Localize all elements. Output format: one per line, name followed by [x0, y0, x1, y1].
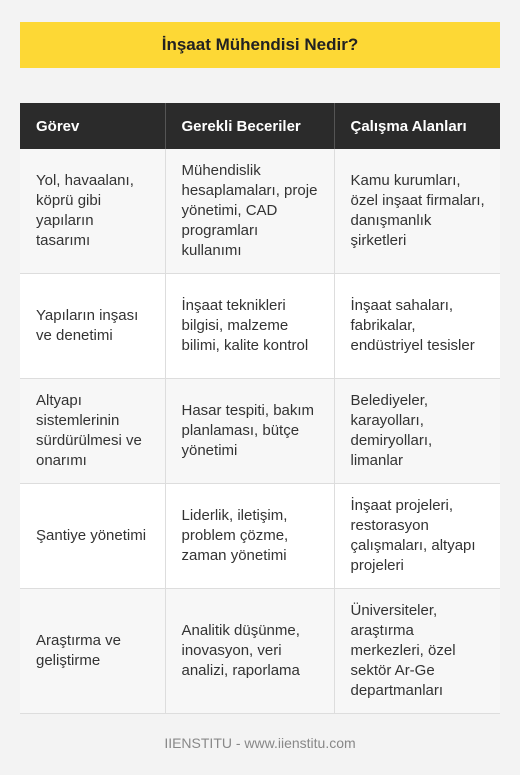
table-row	[20, 378, 500, 483]
table-cell: Hasar tespiti, bakım planlaması, bütçe yönetimi	[165, 378, 334, 483]
table-cell: Mühendislik hesaplamaları, proje yönetimi, CAD programları kullanımı	[165, 149, 334, 273]
table-row	[20, 588, 500, 713]
table-row	[20, 483, 500, 588]
info-table	[20, 103, 500, 714]
table-cell: Yol, havaalanı, köprü gibi yapıların tasarımı	[20, 149, 165, 273]
table-cell: Analitik düşünme, inovasyon, veri analizi, raporlama	[165, 588, 334, 713]
table-cell: Üniversiteler, araştırma merkezleri, özel sektör Ar-Ge departmanları	[334, 588, 500, 713]
table-cell: Araştırma ve geliştirme	[20, 588, 165, 713]
table-cell: İnşaat projeleri, restorasyon çalışmaları, altyapı projeleri	[334, 483, 500, 588]
table-cell: Belediyeler, karayolları, demiryolları, limanlar	[334, 378, 500, 483]
table-cell: Liderlik, iletişim, problem çözme, zaman yönetimi	[165, 483, 334, 588]
table-row	[20, 273, 500, 378]
table-header-row	[20, 103, 500, 149]
page-title: İnşaat Mühendisi Nedir?	[20, 22, 500, 68]
table-cell: Şantiye yönetimi	[20, 483, 165, 588]
table-cell: İnşaat teknikleri bilgisi, malzeme bilimi, kalite kontrol	[165, 273, 334, 378]
table-cell: Kamu kurumları, özel inşaat firmaları, danışmanlık şirketleri	[334, 149, 500, 273]
column-header-gorev: Görev	[20, 103, 165, 149]
table-row	[20, 149, 500, 273]
footer-credit: IIENSTITU - www.iienstitu.com	[164, 735, 356, 751]
column-header-alanlar: Çalışma Alanları	[334, 103, 500, 149]
table-cell: Yapıların inşası ve denetimi	[20, 273, 165, 378]
table-cell: Altyapı sistemlerinin sürdürülmesi ve onarımı	[20, 378, 165, 483]
table-cell: İnşaat sahaları, fabrikalar, endüstriyel tesisler	[334, 273, 500, 378]
column-header-beceriler: Gerekli Beceriler	[165, 103, 334, 149]
